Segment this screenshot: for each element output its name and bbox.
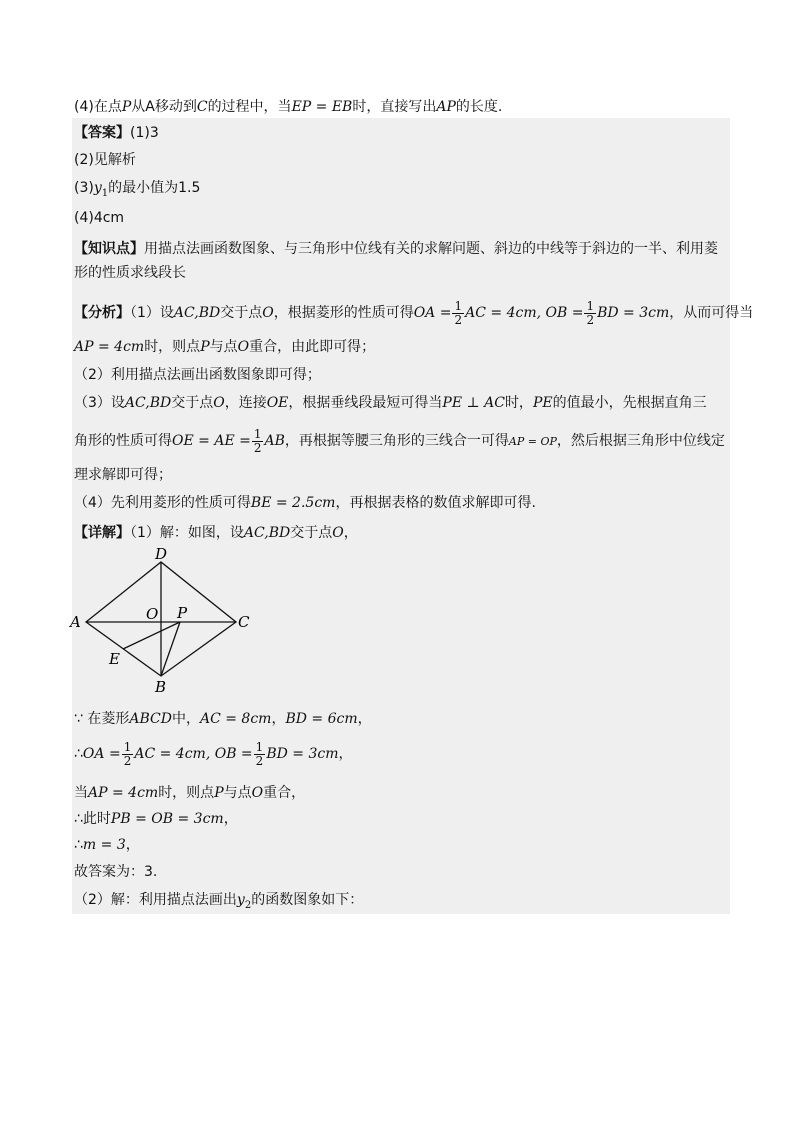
- label-o: O: [146, 605, 159, 623]
- detail-line-1: 【详解】（1）解：如图，设AC,BD交于点O，: [74, 525, 358, 541]
- fraction-half: $\frac{1}{2}$: [253, 426, 262, 455]
- analysis-line-4: （3）设AC,BD交于点O，连接OE，根据垂线段最短可得当PE ⊥ AC时，PE的值最小，先根据直角三: [74, 395, 707, 411]
- knowledge-line-2: 形的性质求线段长: [74, 265, 186, 281]
- analysis-line-7: （4）先利用菱形的性质可得BE = 2.5cm，再根据表格的数值求解即可得.: [74, 495, 536, 511]
- analysis-line-1: 【分析】（1）设AC,BD交于点O，根据菱形的性质可得OA = $\frac{1}{2}$ AC = 4cm, OB = $\frac{1}{2}$ BD = 3cm，从而可得当: [74, 298, 754, 327]
- detail-line-6: ∴m = 3，: [74, 837, 140, 853]
- rhombus-figure: [64, 546, 264, 698]
- detail-line-8: （2）解：利用描点法画出$y_2$的函数图象如下：: [74, 892, 364, 911]
- answer-line-3: $(3)y_1$的最小值为1.5: [74, 180, 201, 199]
- answer-line-4: (4)4cm: [74, 210, 125, 226]
- detail-line-3: ∴OA = $\frac{1}{2}$ AC = 4cm, OB = $\frac{1}{2}$ BD = 3cm，: [74, 739, 353, 768]
- detail-line-5: ∴此时PB = OB = 3cm，: [74, 811, 238, 827]
- analysis-line-3: （2）利用描点法画出函数图象即可得；: [74, 367, 321, 383]
- fraction-half: $\frac{1}{2}$: [586, 298, 595, 327]
- label-a: A: [70, 613, 81, 631]
- label-e: E: [109, 650, 120, 668]
- fraction-half: $\frac{1}{2}$: [255, 739, 264, 768]
- label-p: P: [177, 604, 188, 622]
- label-d: D: [155, 546, 168, 563]
- analysis-line-6: 理求解即可得；: [74, 467, 172, 483]
- answer-line-2: (2)见解析: [74, 152, 136, 168]
- label-b: B: [155, 678, 167, 696]
- knowledge-line-1: 【知识点】用描点法画函数图象、与三角形中位线有关的求解问题、斜边的中线等于斜边的一半、利用菱: [74, 241, 718, 257]
- analysis-line-2: AP = 4cm时，则点P与点O重合，由此即可得；: [74, 339, 376, 355]
- question-4: (4)在点P从A移动到C的过程中，当EP = EB时，直接写出AP的长度.: [74, 99, 503, 115]
- fraction-half: $\frac{1}{2}$: [123, 739, 132, 768]
- label-c: C: [238, 613, 250, 631]
- detail-line-7: 故答案为：3.: [74, 864, 158, 880]
- detail-line-2: ∵ 在菱形ABCD中，AC = 8cm，BD = 6cm，: [74, 711, 372, 727]
- answer-line-1: 【答案】(1)3: [74, 125, 159, 141]
- analysis-line-5: 角形的性质可得OE = AE = $\frac{1}{2}$ AB，再根据等腰三角形的三线合一可得AP = OP，然后根据三角形中位线定: [74, 426, 725, 455]
- fraction-half: $\frac{1}{2}$: [454, 298, 463, 327]
- detail-line-4: 当AP = 4cm时，则点P与点O重合，: [74, 785, 306, 801]
